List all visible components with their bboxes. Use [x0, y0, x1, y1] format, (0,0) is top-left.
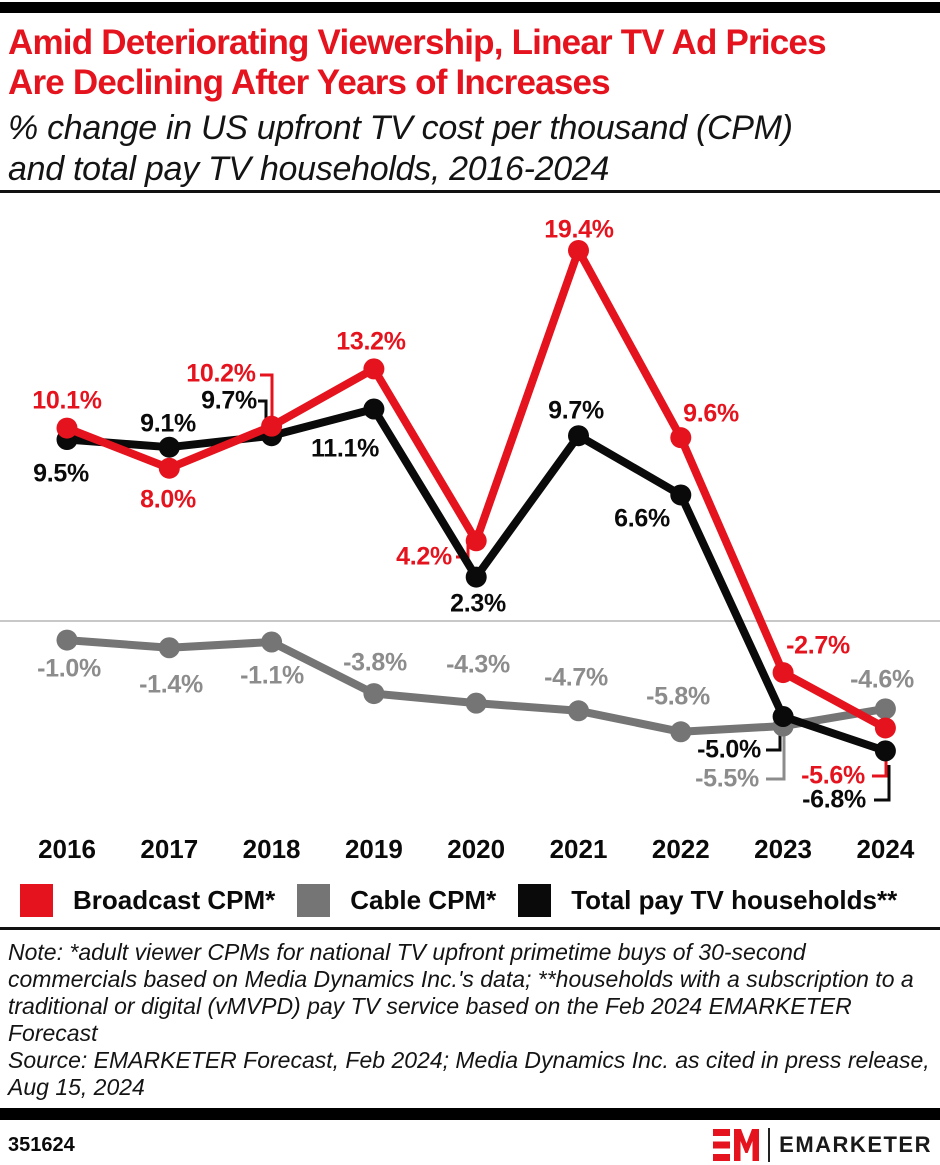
page-title-line-2: Are Declining After Years of Increases: [8, 63, 610, 102]
data-label-2-2022: 6.6%: [614, 504, 670, 533]
data-point-1-2019: [363, 683, 384, 704]
footer: [0, 1120, 940, 1165]
data-label-1-2020: -4.3%: [446, 650, 510, 679]
emarketer-logo: [713, 1128, 932, 1162]
legend-swatch-households-icon: [518, 884, 551, 917]
data-label-2-2020: 2.3%: [450, 589, 506, 618]
data-label-2-2024: -6.8%: [802, 785, 866, 814]
subtitle-line-1: % change in US upfront TV cost per thousand (CPM): [8, 109, 793, 147]
x-axis-label-2020: 2020: [447, 834, 506, 864]
legend-swatch-cable-icon: [297, 884, 330, 917]
logo-em-mark-icon: [713, 1128, 759, 1162]
data-point-0-2022: [670, 427, 691, 448]
data-label-0-2024: -5.6%: [801, 761, 865, 790]
x-axis-label-2019: 2019: [344, 834, 403, 864]
data-point-1-2022: [670, 721, 691, 742]
data-label-0-2023: -2.7%: [786, 631, 850, 660]
data-label-2-2023: -5.0%: [697, 735, 761, 764]
x-axis-label-2018: 2018: [242, 834, 301, 864]
data-label-2-2019: 11.1%: [310, 434, 380, 463]
header: [0, 13, 940, 190]
data-label-2-2021: 9.7%: [548, 396, 604, 425]
logo-divider: [768, 1128, 770, 1162]
data-point-0-2019: [363, 358, 384, 379]
data-label-2-2018: 9.7%: [201, 386, 257, 415]
legend-item-pay-tv-households: [518, 884, 897, 917]
data-point-0-2024: [875, 717, 896, 738]
data-point-2-2021: [568, 425, 589, 446]
data-point-1-2020: [466, 693, 487, 714]
data-label-0-2018: 10.2%: [186, 359, 256, 388]
data-label-1-2021: -4.7%: [544, 663, 608, 692]
data-label-0-2020: 4.2%: [396, 542, 452, 571]
source-text: Source: EMARKETER Forecast, Feb 2024; Media Dynamics Inc. as cited in press release, Aug 15, 2024: [8, 1047, 930, 1100]
data-point-0-2016: [57, 418, 78, 439]
data-label-0-2016: 10.1%: [32, 386, 102, 415]
x-axis-label-2023: 2023: [754, 834, 813, 864]
data-label-1-2019: -3.8%: [343, 648, 407, 677]
data-point-0-2023: [773, 662, 794, 683]
legend-item-broadcast-cpm: [20, 884, 275, 917]
subtitle-line-2: and total pay TV households, 2016-2024: [8, 150, 610, 188]
data-label-2-2016: 9.5%: [33, 459, 89, 488]
data-label-1-2018: -1.1%: [240, 661, 304, 690]
note-text: Note: *adult viewer CPMs for national TV upfront primetime buys of 30-second commercials based on Media Dynamics Inc.'s data; **households with a subscription to a traditional or digital (vMVPD) pay TV service based on the Feb 2024 EMARKETER Forecast: [8, 939, 914, 1046]
x-axis-label-2022: 2022: [651, 834, 710, 864]
data-label-2-2017: 9.1%: [140, 409, 196, 438]
data-label-1-2024: -4.6%: [850, 665, 914, 694]
x-axis-label-2021: 2021: [549, 834, 608, 864]
data-point-0-2018: [261, 416, 282, 437]
legend-label-cable: Cable CPM*: [350, 885, 497, 915]
data-point-1-2021: [568, 700, 589, 721]
chart-id: 351624: [8, 1133, 75, 1156]
legend-label-broadcast: Broadcast CPM*: [73, 885, 276, 915]
data-point-0-2020: [466, 530, 487, 551]
data-point-2-2024: [875, 740, 896, 761]
brand-name: EMARKETER: [779, 1132, 932, 1157]
data-label-1-2023: -5.5%: [695, 764, 759, 793]
data-point-1-2018: [261, 632, 282, 653]
legend-item-cable-cpm: [297, 884, 496, 917]
data-label-1-2022: -5.8%: [646, 682, 710, 711]
footer-bar: [0, 1108, 940, 1120]
data-point-1-2016: [57, 630, 78, 651]
data-point-1-2024: [875, 698, 896, 719]
data-label-1-2016: -1.0%: [37, 654, 101, 683]
data-point-2-2019: [363, 398, 384, 419]
data-label-1-2017: -1.4%: [139, 670, 203, 699]
x-axis-label-2024: 2024: [856, 834, 915, 864]
data-point-2-2020: [466, 567, 487, 588]
data-label-0-2017: 8.0%: [140, 485, 196, 514]
footnote: [0, 930, 940, 1101]
data-point-1-2017: [159, 637, 180, 658]
data-label-0-2019: 13.2%: [336, 327, 406, 356]
legend-label-households: Total pay TV households**: [571, 885, 898, 915]
chart-canvas: [0, 193, 940, 927]
chart-area: [0, 193, 940, 927]
legend: [20, 884, 897, 917]
data-point-2-2023: [773, 706, 794, 727]
top-bar: [0, 2, 940, 13]
x-axis-label-2016: 2016: [38, 834, 96, 864]
data-point-2-2022: [670, 484, 691, 505]
page-title-line-1: Amid Deteriorating Viewership, Linear TV Ad Prices: [8, 23, 826, 62]
legend-swatch-broadcast-icon: [20, 884, 53, 917]
data-point-0-2017: [159, 458, 180, 479]
data-label-0-2022: 9.6%: [683, 399, 739, 428]
data-label-0-2021: 19.4%: [544, 215, 614, 244]
data-point-2-2017: [159, 437, 180, 458]
x-axis-label-2017: 2017: [140, 834, 199, 864]
